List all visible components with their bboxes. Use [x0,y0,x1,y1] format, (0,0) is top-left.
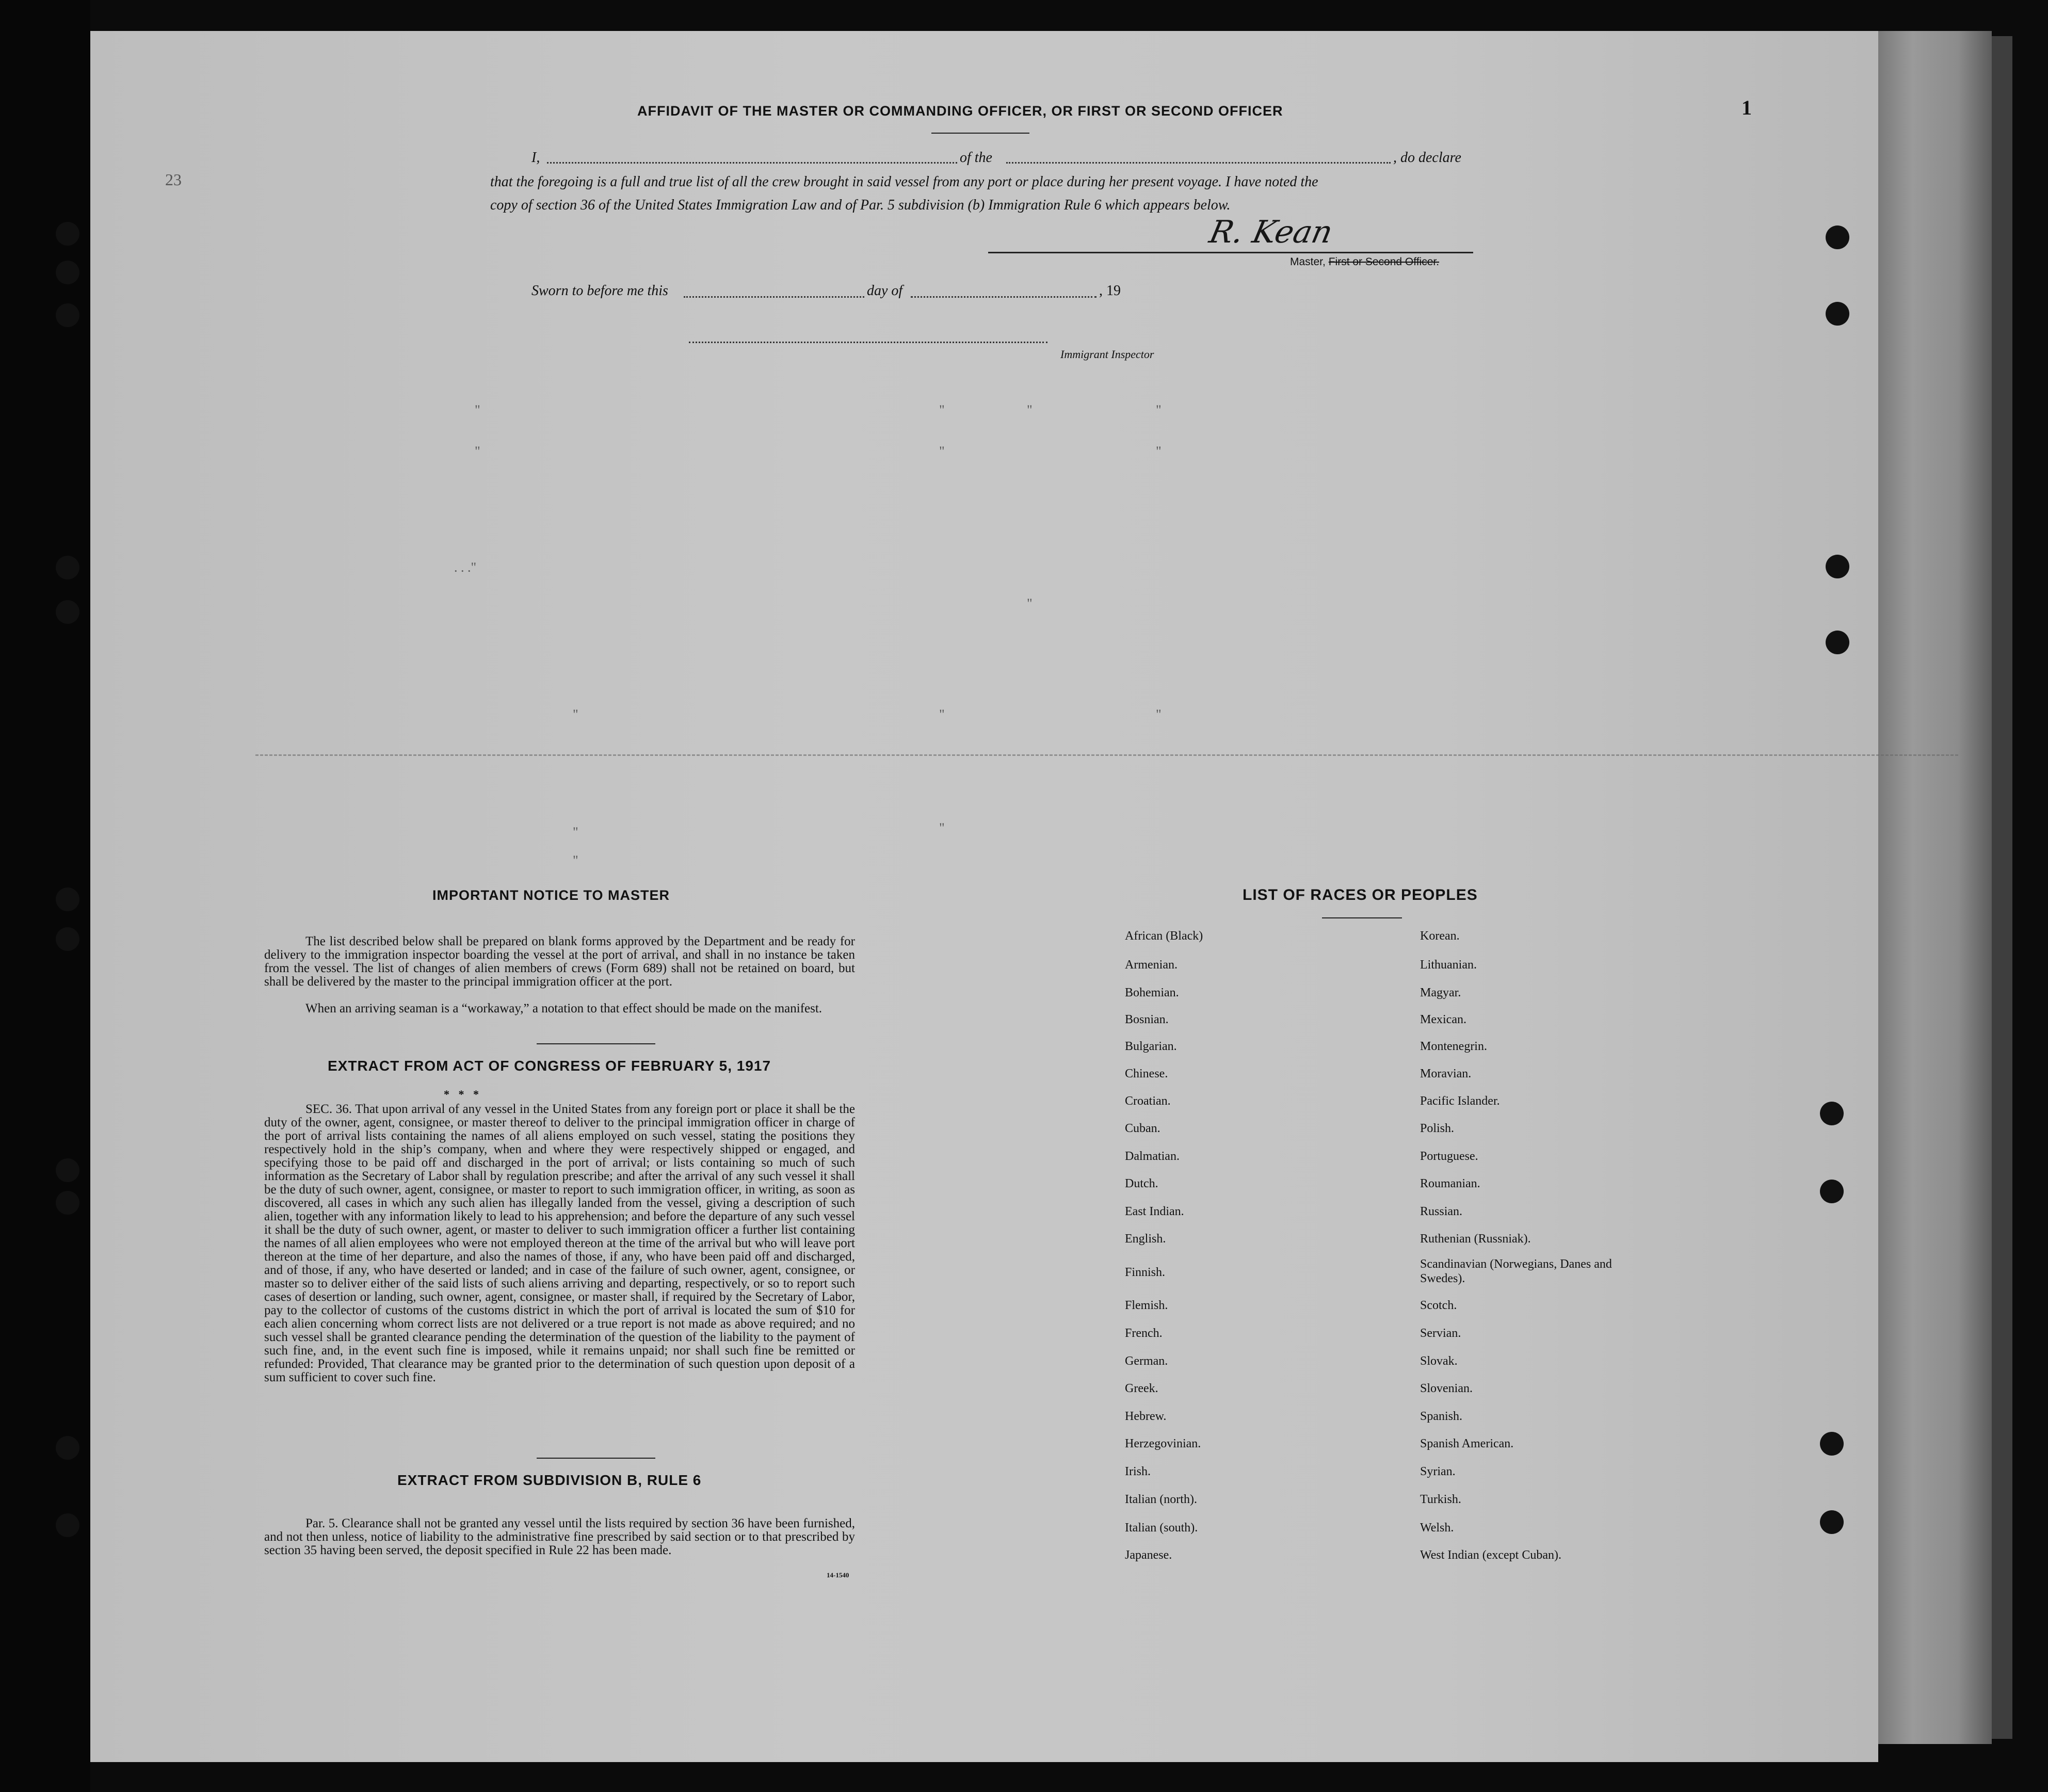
affidavit-title: AFFIDAVIT OF THE MASTER OR COMMANDING OFFICER, OR FIRST OR SECOND OFFICER [637,103,1283,119]
race-item: Slovenian. [1420,1382,1473,1395]
race-item: Syrian. [1420,1465,1456,1478]
race-item: Lithuanian. [1420,958,1477,972]
notice-paragraph-1: The list described below shall be prepared on blank forms approved by the Department and be ready for delivery to the immigration inspector boarding the vessel at the port of arrival, and shall in no instance be taken from the vessel. The list of changes of alien members of crews (Form 689) shall not be retained on board, but shall be delivered by the master to the principal immigration officer at the port. [264,934,855,989]
binder-hole [56,927,79,951]
extract-act-body: SEC. 36. That upon arrival of any vessel in the United States from any foreign port or place it shall be the duty of the owner, agent, consignee, or master thereof to deliver to the principal immigration officer in charge of the port of arrival lists containing the names of all aliens employed on such vessel, stating the positions they respectively hold in the ship’s company, when and where they were respectively shipped or engaged, and specifying those to be paid off and discharged in the port of arrival; or lists containing so much of such information as the Secretary of Labor shall by regulation prescribe; and after the arrival of any such vessel it shall be the duty of such owner, agent, consignee, or master to report to such immigration officer, in writing, as soon as discovered, all cases in which any such alien has illegally landed from the vessel, giving a description of such alien, together with any information likely to lead to his apprehension; and before the departure of any such vessel it shall be the duty of such owner, agent, or master to deliver to such immigration officer a further list containing the names of all alien employees who were not employed thereon at the time of the arrival but who will leave port thereon at the time of her departure, and also the names of those, if any, who have been paid off and discharged, and of those, if any, who have deserted or landed; and in case of the failure of such owner, agent, consignee, or master so to deliver either of the said lists of such aliens arriving and departing, respectively, or so to report such cases of desertion or landing, such owner, agent, consignee, or master shall, if required by the Secretary of Labor, pay to the collector of customs of the customs district in which the port of arrival is located the sum of $10 for each alien concerning whom correct lists are not delivered or a true report is not made as above required; and no such vessel shall be granted clearance pending the determination of the question of the liability to the payment of such fine, and, in the event such fine is imposed, while it remains unpaid; nor shall such fine be remitted or refunded: Provided, That clearance may be granted prior to the determination of such question upon deposit of a sum sufficient to cover such fine. [264,1102,855,1384]
binder-hole [56,600,79,624]
name-blank [547,162,957,164]
binder-hole [1820,1510,1844,1534]
bleed-through-mark: . . ." [454,560,477,575]
underlying-page-edge [1878,31,1992,1744]
race-item: Scotch. [1420,1299,1457,1312]
sworn-day: day of [867,283,903,299]
race-item: Roumanian. [1420,1177,1480,1190]
bleed-through-mark: " [573,825,578,840]
bleed-through-mark: " [939,707,945,722]
binder-hole [56,222,79,246]
page-number-mark: 1 [1741,96,1752,119]
affidavit-line3: copy of section 36 of the United States Immigration Law and of Par. 5 subdivision (b) Immigration Rule 6 which appears below. [490,197,1231,213]
race-item: Polish. [1420,1122,1455,1135]
margin-number: 23 [165,170,182,189]
race-item: Korean. [1420,929,1460,943]
inspector-label: Immigrant Inspector [1060,348,1154,361]
extract-act-title: EXTRACT FROM ACT OF CONGRESS OF FEBRUARY 5, 1917 [328,1058,771,1074]
race-item: Scandinavian (Norwegians, Danes and Swedes). [1420,1257,1612,1285]
race-item: West Indian (except Cuban). [1420,1548,1561,1562]
race-item: Magyar. [1420,986,1461,999]
race-item: Spanish American. [1420,1437,1514,1450]
bleed-through-mark: " [1156,402,1162,417]
race-item: Russian. [1420,1205,1463,1218]
sworn-day-blank [684,296,864,298]
affidavit-of-the: of the [960,150,992,166]
bleed-through-mark: " [1156,444,1162,459]
race-item: Portuguese. [1420,1150,1478,1163]
race-item: Slovak. [1420,1354,1458,1368]
bleed-through-row [255,754,1958,756]
bleed-through-mark: " [475,444,480,459]
binder-hole [1826,631,1849,654]
race-item: Pacific Islander. [1420,1094,1500,1108]
bleed-through-mark: " [939,402,945,417]
bleed-through-mark: " [475,402,480,417]
affidavit-I: I, [531,150,540,166]
binder-hole [56,1436,79,1460]
race-item: Bosnian. [1125,1013,1169,1026]
race-item: Servian. [1420,1327,1461,1340]
affidavit-declare: , do declare [1393,150,1461,166]
notice-paragraph-2: When an arriving seaman is a “workaway,” a notation to that effect should be made on the manifest. [305,1002,823,1015]
inspector-blank [689,342,1047,343]
affidavit-line2: that the foregoing is a full and true list of all the crew brought in said vessel from any port or place during her present voyage. I have noted the [490,174,1318,190]
section-rule [537,1043,655,1044]
bleed-through-mark: " [573,707,578,722]
extract-rule-body: Par. 5. Clearance shall not be granted any vessel until the lists required by section 36 have been furnished, and not then unless, notice of liability to the administrative fine prescribed by said section or to that prescribed by section 35 having been served, the deposit specified in Rule 22 has been made. [264,1516,855,1557]
race-item: English. [1125,1232,1166,1246]
vessel-blank [1006,162,1391,164]
binder-hole [56,1513,79,1537]
race-item: Bohemian. [1125,986,1179,999]
bleed-through-mark: " [1027,596,1033,611]
bleed-through-mark: " [573,853,578,868]
binder-hole [1826,555,1849,578]
race-item: African (Black) [1125,929,1203,943]
race-item: Bulgarian. [1125,1040,1177,1053]
underlying-page-edge-dark [1992,36,2012,1739]
binder-hole [56,1191,79,1215]
binder-hole [1820,1180,1844,1203]
race-item: Dutch. [1125,1177,1158,1190]
race-item: French. [1125,1327,1163,1340]
race-item: Spanish. [1420,1410,1463,1423]
races-title-rule [1322,917,1402,918]
race-item: Welsh. [1420,1521,1454,1535]
race-item: Montenegrin. [1420,1040,1487,1053]
binder-hole [56,1158,79,1182]
race-item: Mexican. [1420,1013,1466,1026]
master-signature: R. Kean [1206,214,1336,250]
race-item: Croatian. [1125,1094,1171,1108]
bleed-through-mark: " [939,820,945,835]
race-item: Finnish. [1125,1266,1166,1279]
race-item: Moravian. [1420,1067,1472,1080]
master-label [1290,256,1439,268]
sworn-prefix: Sworn to before me this [531,283,668,299]
race-item: Cuban. [1125,1122,1160,1135]
binder-hole [56,556,79,579]
binder-hole [1820,1102,1844,1125]
race-item: Dalmatian. [1125,1150,1180,1163]
bleed-through-mark: " [1027,402,1033,417]
race-item: Irish. [1125,1465,1151,1478]
binder-hole [56,303,79,327]
title-rule [931,133,1029,134]
form-number: 14-1540 [827,1571,849,1579]
race-item: Turkish. [1420,1493,1461,1506]
race-item: Flemish. [1125,1299,1168,1312]
extract-ellipsis: * * * [444,1088,482,1101]
race-item: Hebrew. [1125,1410,1167,1423]
race-item: Chinese. [1125,1067,1168,1080]
bleed-through-mark: " [1156,707,1162,722]
sworn-year: , 19 [1099,283,1121,299]
binder-hole [1820,1432,1844,1456]
binder-hole [1826,302,1849,326]
race-item: Herzegovinian. [1125,1437,1201,1450]
race-item: German. [1125,1354,1168,1368]
master-text: Master, [1290,256,1326,268]
race-item: East Indian. [1125,1205,1184,1218]
race-item: Italian (south). [1125,1521,1198,1535]
notice-title: IMPORTANT NOTICE TO MASTER [432,887,670,903]
race-item: Greek. [1125,1382,1158,1395]
binder-hole [1826,225,1849,249]
race-item: Armenian. [1125,958,1178,972]
binder-hole [56,261,79,284]
binder-hole [56,887,79,911]
section-rule [537,1458,655,1459]
signature-line [988,252,1473,253]
race-item: Ruthenian (Russniak). [1420,1232,1531,1246]
race-item: Japanese. [1125,1548,1172,1562]
struck-officer-text: First or Second Officer. [1328,256,1440,268]
sworn-month-blank [911,296,1096,298]
bleed-through-mark: " [939,444,945,459]
race-item: Italian (north). [1125,1493,1197,1506]
extract-rule-title: EXTRACT FROM SUBDIVISION B, RULE 6 [397,1472,702,1488]
races-title: LIST OF RACES OR PEOPLES [1243,886,1478,903]
